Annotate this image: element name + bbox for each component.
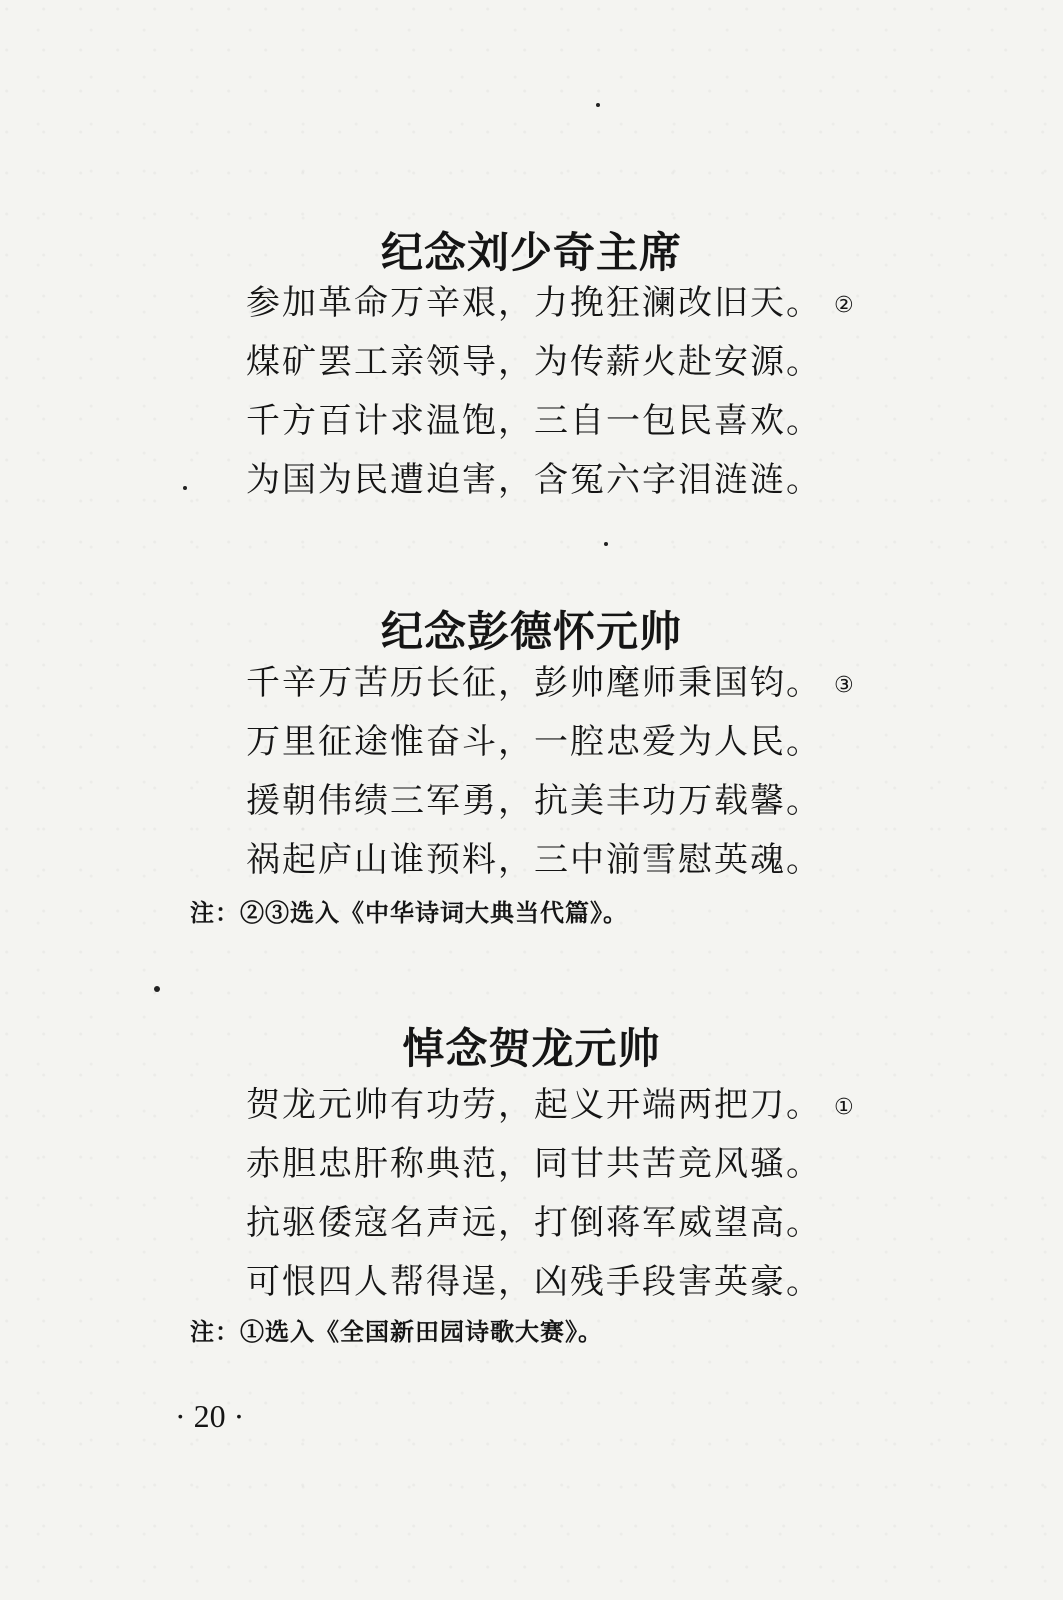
poem-title-1: 纪念刘少奇主席 [380, 228, 682, 278]
poem-body-2 [246, 654, 854, 890]
footnote: 注：②③选入《中华诗词大典当代篇》。 [190, 898, 628, 927]
poem-line: 千方百计求温饱，三自一包民喜欢。 [246, 401, 822, 441]
poem-line: 援朝伟绩三军勇，抗美丰功万载馨。 [246, 781, 822, 821]
footnote-marker: ② [834, 293, 854, 318]
print-speck [183, 486, 187, 490]
poem-line: 煤矿罢工亲领导，为传薪火赴安源。 [246, 342, 822, 382]
print-speck [596, 103, 600, 107]
poem-line: 赤胆忠肝称典范，同甘共苦竞风骚。 [246, 1144, 822, 1184]
poem-line-text: 千辛万苦历长征，彭帅麾师秉国钧。 [246, 663, 822, 703]
poem-line [246, 654, 854, 713]
poem-line: 为国为民遭迫害，含冤六字泪涟涟。 [246, 460, 822, 500]
poem-line [246, 1076, 854, 1135]
poem-title-3: 悼念贺龙元帅 [402, 1024, 661, 1074]
poem-line: 抗驱倭寇名声远，打倒蒋军威望高。 [246, 1203, 822, 1243]
page-number: · 20 · [175, 1398, 245, 1434]
footnote-marker: ③ [834, 673, 854, 698]
footnote-marker: ① [834, 1095, 854, 1120]
poem-line: 祸起庐山谁预料，三中湔雪慰英魂。 [246, 840, 822, 880]
poem-line: 可恨四人帮得逞，凶残手段害英豪。 [246, 1262, 822, 1302]
poem-line-text: 贺龙元帅有功劳，起义开端两把刀。 [246, 1085, 822, 1125]
print-speck [154, 986, 160, 992]
poem-line: 万里征途惟奋斗，一腔忠爱为人民。 [246, 722, 822, 762]
print-speck [604, 542, 608, 546]
poem-body-1 [246, 274, 854, 510]
footnote: 注：①选入《全国新田园诗歌大赛》。 [190, 1317, 603, 1346]
poem-line-text: 参加革命万辛艰，力挽狂澜改旧天。 [246, 283, 822, 323]
poem-title-2: 纪念彭德怀元帅 [380, 607, 682, 657]
poem-line [246, 274, 854, 333]
poem-body-3 [246, 1076, 854, 1312]
